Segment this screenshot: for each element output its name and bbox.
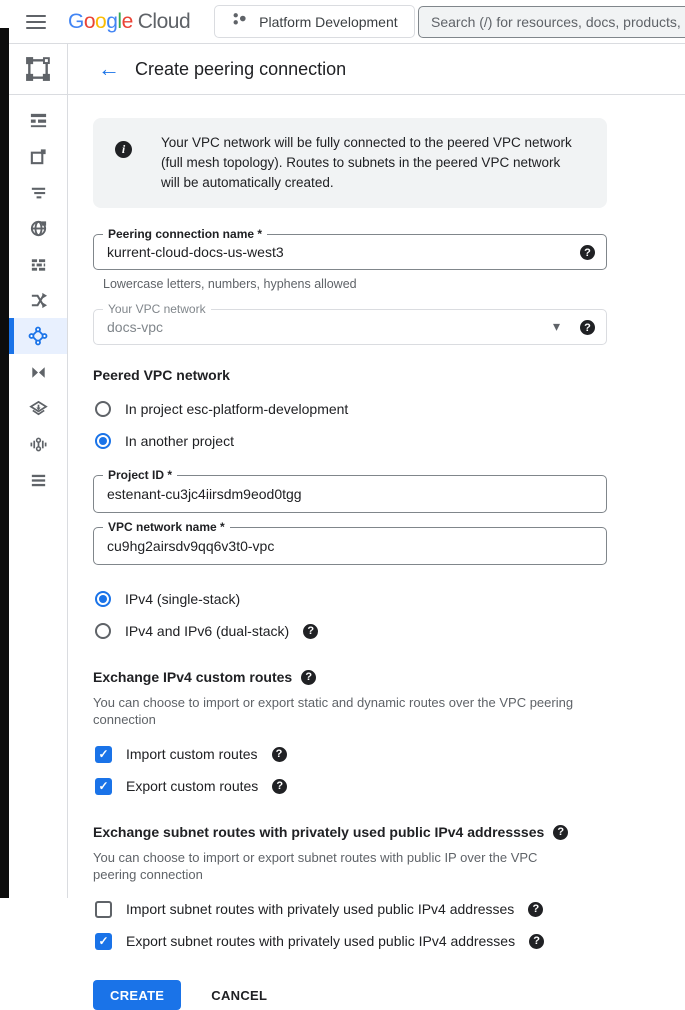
- logo-letter: e: [121, 9, 133, 33]
- search-bar[interactable]: [418, 6, 685, 38]
- window-edge-strip: [0, 28, 9, 898]
- your-vpc-network-select[interactable]: [93, 302, 607, 345]
- check-icon: ✓: [98, 747, 109, 761]
- main-content: [68, 95, 685, 1003]
- checkbox-row: [93, 929, 607, 953]
- help-icon[interactable]: ?: [272, 779, 287, 794]
- radio-label: In project esc-platform-development: [125, 401, 349, 417]
- logo-cloud-text: Cloud: [137, 9, 191, 33]
- project-selector[interactable]: [214, 5, 415, 38]
- checkbox-row: [93, 742, 607, 766]
- form-actions: [93, 980, 607, 1010]
- sidebar-item-bring-your-own-ip[interactable]: [9, 174, 67, 210]
- subnet-routes-section-title: [93, 824, 607, 840]
- import-subnet-routes-checkbox[interactable]: [95, 901, 112, 918]
- info-banner: [93, 118, 607, 208]
- info-icon: i: [115, 141, 132, 158]
- search-input[interactable]: [419, 14, 685, 30]
- help-icon[interactable]: ?: [528, 902, 543, 917]
- radio-row: [93, 397, 607, 421]
- radio-row: [93, 619, 607, 643]
- project-id-label: Project ID *: [103, 468, 177, 482]
- help-icon[interactable]: ?: [272, 747, 287, 762]
- subnet-routes-description: You can choose to import or export subnet routes with public IP over the VPC peering connection: [93, 850, 538, 882]
- help-icon[interactable]: ?: [580, 245, 595, 260]
- in-project-radio[interactable]: [95, 401, 111, 417]
- peering-name-field: [93, 227, 607, 270]
- peering-name-helper: Lowercase letters, numbers, hyphens allowed: [103, 277, 357, 291]
- ipv4-ipv6-dual-stack-radio[interactable]: [95, 623, 111, 639]
- ipv4-single-stack-radio[interactable]: [95, 591, 111, 607]
- chevron-down-icon[interactable]: ▾: [552, 318, 560, 334]
- radio-row: [93, 429, 607, 453]
- cancel-button[interactable]: CANCEL: [211, 987, 268, 1003]
- logo-letter: G: [68, 9, 84, 33]
- vpc-network-product-icon: [9, 44, 68, 95]
- sidebar-item-serverless-vpc-access[interactable]: [9, 390, 67, 426]
- export-subnet-routes-checkbox[interactable]: [95, 933, 112, 950]
- in-another-project-radio[interactable]: [95, 433, 111, 449]
- sidebar-item-external-ip[interactable]: [9, 210, 67, 246]
- sidebar-item-network-policies[interactable]: [9, 462, 67, 498]
- logo-letter: o: [95, 9, 107, 33]
- project-icon: [231, 11, 248, 33]
- section-title-text: Peered VPC network: [93, 367, 230, 383]
- checkbox-label: Export custom routes: [126, 778, 259, 794]
- radio-row: [93, 587, 607, 611]
- page-title: Create peering connection: [135, 58, 347, 79]
- logo-letter: l: [117, 9, 122, 33]
- menu-icon[interactable]: [26, 15, 46, 29]
- sidebar-item-routes[interactable]: [9, 282, 67, 318]
- sidebar-item-vpc-network-peering[interactable]: [9, 318, 67, 354]
- page-header: [9, 44, 685, 95]
- checkbox-label: Import custom routes: [126, 746, 258, 762]
- logo-letter: g: [106, 9, 118, 33]
- sidebar-item-ip-addresses[interactable]: [9, 138, 67, 174]
- back-arrow-icon[interactable]: ←: [98, 56, 120, 81]
- help-icon[interactable]: ?: [301, 670, 316, 685]
- section-title-text: Exchange IPv4 custom routes: [93, 669, 293, 685]
- your-vpc-network-value: docs-vpc: [107, 319, 164, 335]
- info-banner-text: Your VPC network will be fully connected to the peered VPC network (full mesh topology). Routes to subnets in the peered VPC network will be automatically created.: [161, 135, 572, 190]
- export-custom-routes-checkbox[interactable]: [95, 778, 112, 795]
- help-icon[interactable]: ?: [553, 825, 568, 840]
- custom-routes-section-title: [93, 669, 607, 685]
- project-name: Platform Development: [259, 13, 398, 30]
- vpc-network-name-label: VPC network name *: [103, 520, 230, 534]
- help-icon[interactable]: ?: [529, 934, 544, 949]
- help-icon[interactable]: ?: [580, 320, 595, 335]
- top-bar: [0, 0, 685, 44]
- your-vpc-network-label: Your VPC network: [103, 302, 211, 316]
- create-button[interactable]: CREATE: [93, 980, 181, 1010]
- import-custom-routes-checkbox[interactable]: [95, 746, 112, 763]
- google-cloud-logo[interactable]: [68, 10, 190, 34]
- radio-label: IPv4 and IPv6 (dual-stack): [125, 623, 290, 639]
- radio-label: IPv4 (single-stack): [125, 591, 241, 607]
- sidebar-item-packet-mirroring[interactable]: [9, 426, 67, 462]
- custom-routes-description: You can choose to import or export static and dynamic routes over the VPC peering connection: [93, 695, 574, 727]
- peering-name-label: Peering connection name *: [103, 227, 267, 241]
- radio-label: In another project: [125, 433, 234, 449]
- checkbox-label: Import subnet routes with privately used public IPv4 addresses: [126, 901, 515, 917]
- vpc-network-name-field: [93, 520, 607, 565]
- peered-vpc-section-title: [93, 367, 607, 383]
- help-icon[interactable]: ?: [303, 624, 318, 639]
- project-id-field: [93, 468, 607, 513]
- sidebar-item-shared-vpc[interactable]: [9, 354, 67, 390]
- check-icon: ✓: [98, 934, 109, 948]
- checkbox-row: [93, 774, 607, 798]
- checkbox-label: Export subnet routes with privately used public IPv4 addresses: [126, 933, 516, 949]
- logo-letter: o: [83, 9, 96, 33]
- check-icon: ✓: [98, 779, 109, 793]
- section-title-text: Exchange subnet routes with privately used public IPv4 addressses: [93, 824, 545, 840]
- sidebar-nav: [9, 95, 68, 898]
- sidebar-item-firewall[interactable]: [9, 246, 67, 282]
- sidebar-item-vpc-networks[interactable]: [9, 102, 67, 138]
- checkbox-row: [93, 897, 607, 921]
